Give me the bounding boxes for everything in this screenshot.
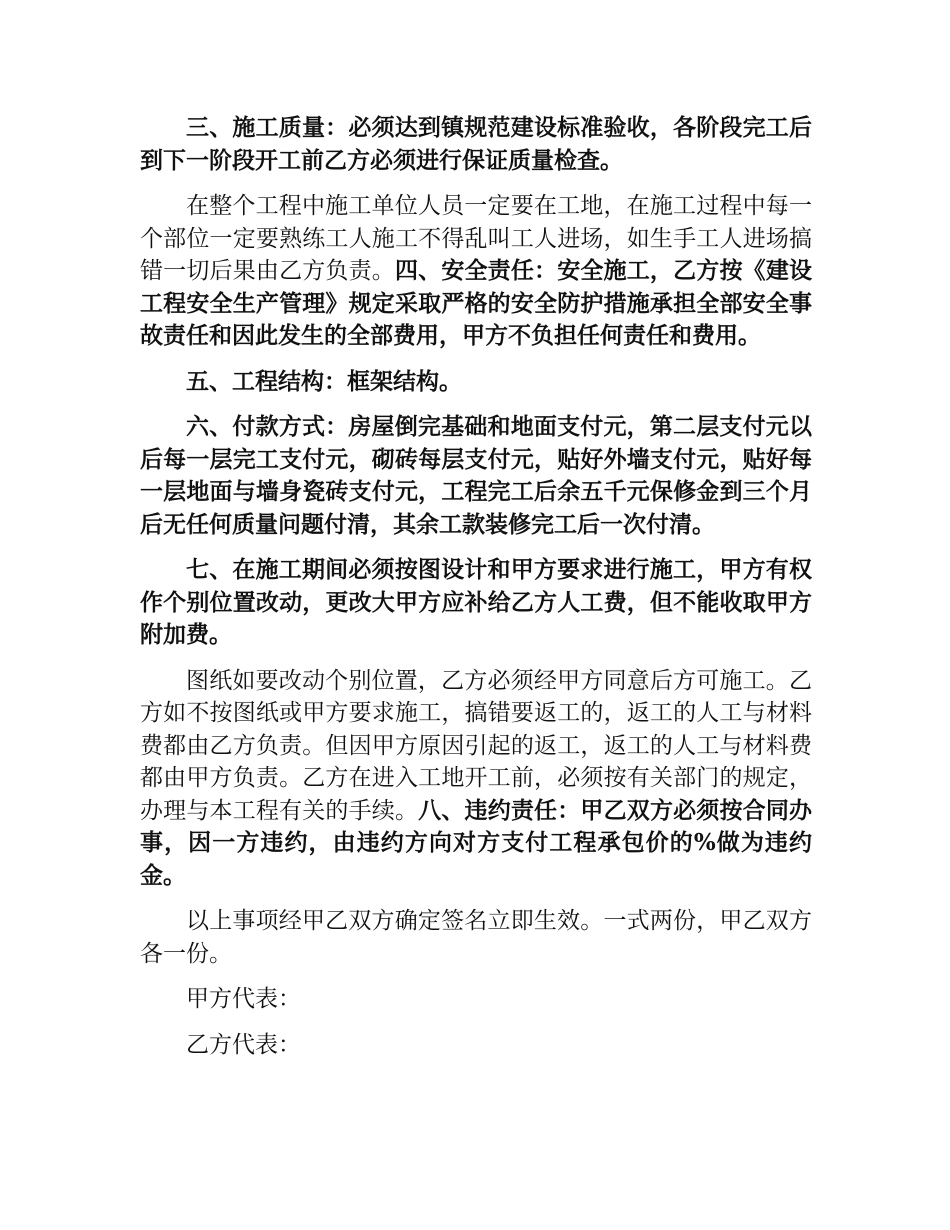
- clause-5-text: 五、工程结构：框架结构。: [186, 367, 462, 395]
- site-personnel-text: 在整个工程中施工单位人员一定要在工地，在施工过程中每一个部位一定要熟练工人施工不得乱叫工人进场，如生手工人进场搞错一切后果由乙方负责。: [140, 193, 812, 284]
- clause-3-text: 三、施工质量：必须达到镇规范建设标准验收，各阶段完工后到下一阶段开工前乙方必须进行保证质量检查。: [140, 114, 812, 174]
- clause-6-text: 六、付款方式：房屋倒完基础和地面支付元，第二层支付元以后每一层完工支付元，砌砖每层支付元，贴好外墙支付元，贴好每一层地面与墙身瓷砖支付元，工程完工后余五千元保修金到三个月后无任何质量问题付清，其余工款装修完工后一次付清。: [140, 413, 812, 538]
- clause-7-text: 七、在施工期间必须按图设计和甲方要求进行施工，甲方有权作个别位置改动，更改大甲方应补给乙方人工费，但不能收取甲方附加费。: [140, 556, 812, 648]
- clause-8-text: 八、违约责任：甲乙双方必须按合同办事，因一方违约，由违约方向对方支付工程承包价的%做为违约金。: [140, 796, 813, 889]
- clause-4-safety-responsibility: [140, 190, 812, 353]
- drawing-changes-text: 图纸如要改动个别位置，乙方必须经甲方同意后方可施工。乙方如不按图纸或甲方要求施工，搞错要返工的，返工的人工与材料费都由乙方负责。但因甲方原因引起的返工，返工的人工与材料费都由甲方负责。乙方在进入工地开工前，必须按有关部门的规定，办理与本工程有关的手续。: [140, 667, 812, 824]
- document-page: [140, 112, 812, 1074]
- effective-clause-text: 以上事项经甲乙双方确定签名立即生效。一式两份，甲乙双方各一份。: [140, 908, 812, 967]
- party-a-label: 甲方代表：: [186, 986, 301, 1012]
- clause-7-construction-per-design: [140, 554, 812, 652]
- clause-6-payment-terms: [140, 411, 812, 541]
- clause-8-breach-of-contract: [140, 665, 812, 893]
- clause-3-construction-quality: [140, 112, 812, 177]
- effective-clause: [140, 905, 812, 970]
- party-b-representative: [140, 1029, 812, 1062]
- party-a-representative: [140, 983, 812, 1016]
- party-b-label: 乙方代表：: [186, 1031, 301, 1058]
- clause-4-text: 四、安全责任：安全施工，乙方按《建设工程安全生产管理》规定采取严格的安全防护措施承担全部安全事故责任和因此发生的全部费用，甲方不负担任何责任和费用。: [140, 257, 813, 349]
- clause-5-structure: [140, 366, 812, 399]
